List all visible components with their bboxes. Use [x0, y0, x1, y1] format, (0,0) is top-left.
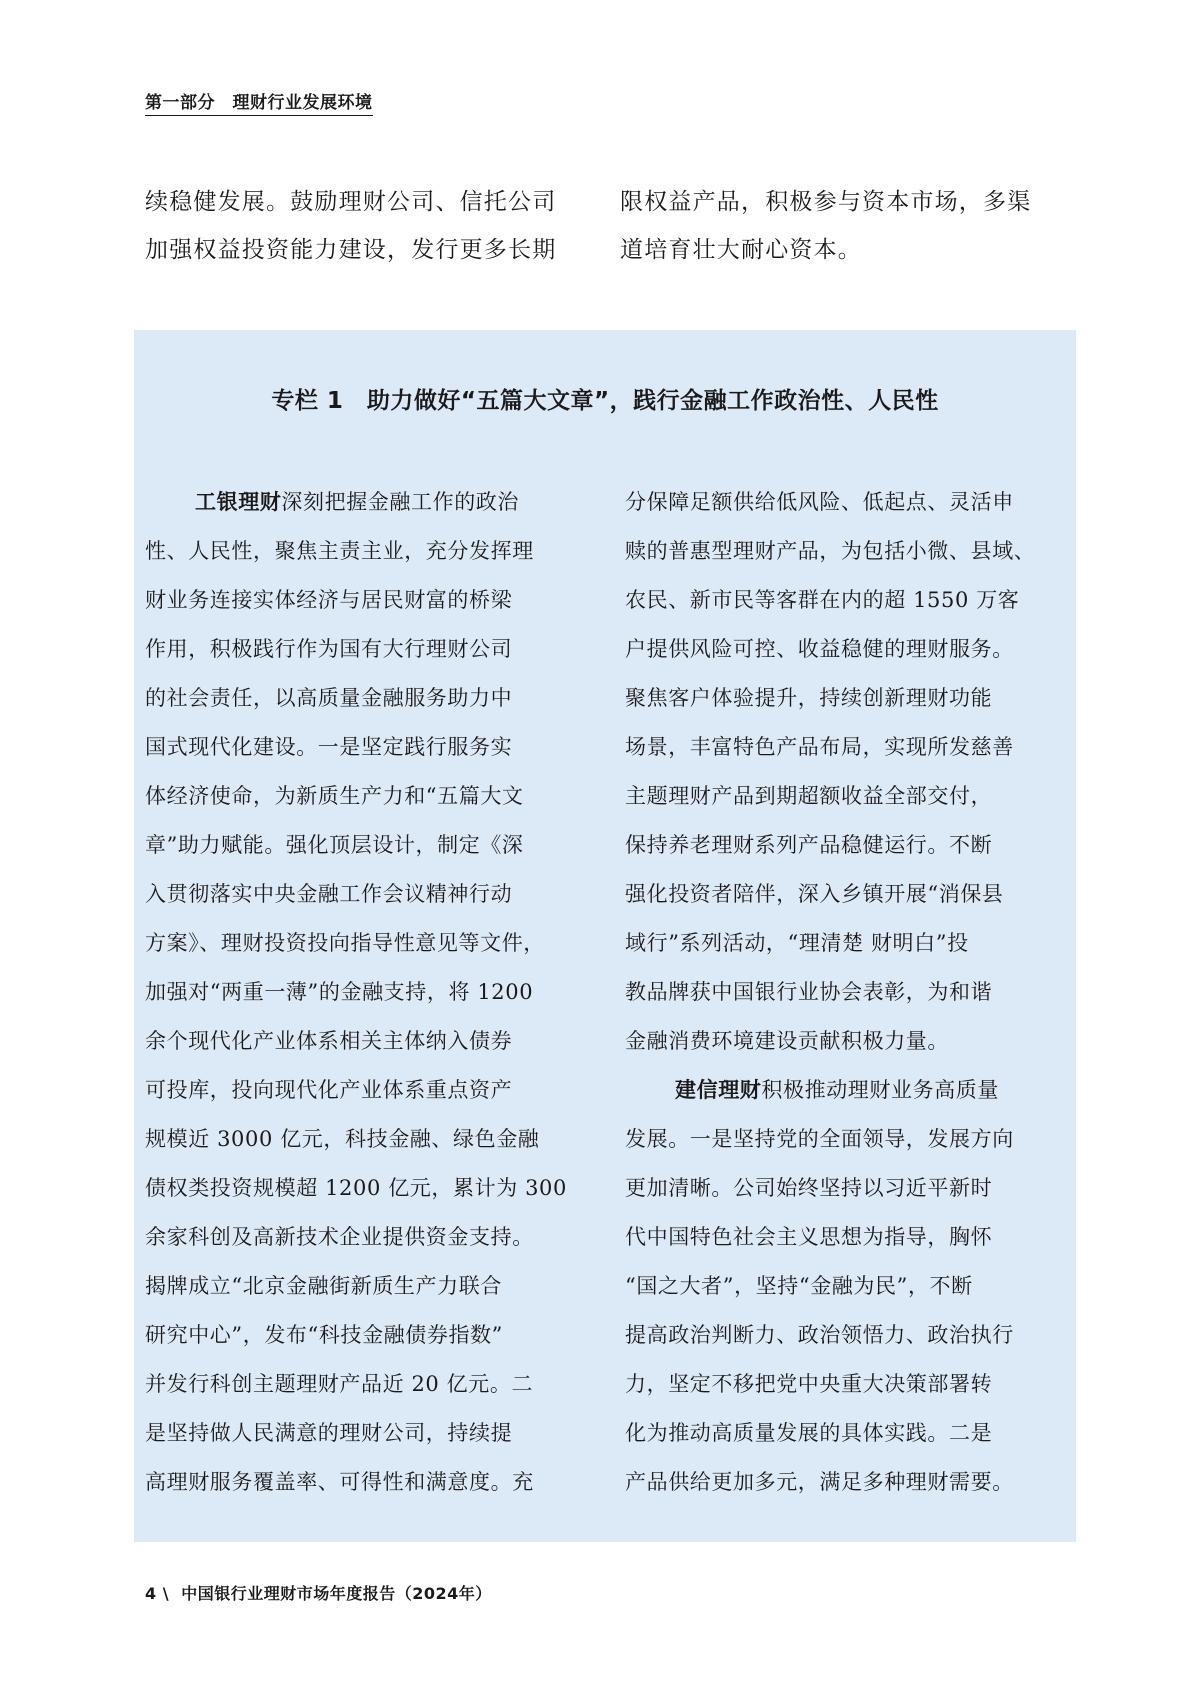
text-line: 作用，积极践行作为国有大行理财公司	[145, 637, 513, 661]
bank-name-gongyin: 工银理财	[195, 490, 282, 514]
intro-left-line: 加强权益投资能力建设，发行更多长期	[145, 237, 557, 263]
text-line: 性、人民性，聚焦主责主业，充分发挥理	[145, 539, 534, 563]
text-line: 赎的普惠型理财产品，为包括小微、县域、	[625, 539, 1036, 563]
text-line: 分保障足额供给低风险、低起点、灵活申	[625, 490, 1014, 514]
text-line: 是坚持做人民满意的理财公司，持续提	[145, 1421, 513, 1445]
text-line: 化为推动高质量发展的具体实践。二是	[625, 1421, 993, 1445]
text-line: 的社会责任，以高质量金融服务助力中	[145, 686, 513, 710]
text-line: 研究中心”，发布“科技金融债券指数”	[145, 1323, 504, 1347]
text-line: 可投库，投向现代化产业体系重点资产	[145, 1078, 513, 1102]
intro-right-line: 道培育壮大耐心资本。	[620, 237, 862, 263]
text-line: 发展。一是坚持党的全面领导，发展方向	[625, 1127, 1014, 1151]
paragraph-first-line	[145, 478, 575, 527]
text-line: 并发行科创主题理财产品近 20 亿元。二	[145, 1372, 534, 1396]
text-line: 教品牌获中国银行业协会表彰，为和谐	[625, 980, 993, 1004]
page-footer: 4 \ 中国银行业理财市场年度报告（2024年）	[145, 1584, 492, 1603]
text-line: 代中国特色社会主义思想为指导，胸怀	[625, 1225, 993, 1249]
text-line: 提高政治判断力、政治领悟力、政治执行	[625, 1323, 1014, 1347]
text-line: 农民、新市民等客群在内的超 1550 万客	[625, 588, 1020, 612]
text-line: 金融消费环境建设贡献积极力量。	[625, 1029, 949, 1053]
text-line: 域行”系列活动，“理清楚 财明白”投	[625, 931, 969, 955]
text-line: 主题理财产品到期超额收益全部交付，	[625, 784, 993, 808]
text-line: 强化投资者陪伴，深入乡镇开展“消保县	[625, 882, 1004, 906]
intro-right-line: 限权益产品，积极参与资本市场，多渠	[620, 189, 1032, 215]
text-line: 余个现代化产业体系相关主体纳入债券	[145, 1029, 513, 1053]
text-line: 方案》、理财投资投向指导性意见等文件，	[145, 931, 545, 955]
text-line: 财业务连接实体经济与居民财富的桥梁	[145, 588, 513, 612]
intro-left-line: 续稳健发展。鼓励理财公司、信托公司	[145, 189, 557, 215]
text-line: 规模近 3000 亿元，科技金融、绿色金融	[145, 1127, 540, 1151]
text-line: “国之大者”，坚持“金融为民”，不断	[625, 1274, 973, 1298]
text-line: 揭牌成立“北京金融街新质生产力联合	[145, 1274, 502, 1298]
text-line: 债权类投资规模超 1200 亿元，累计为 300	[145, 1176, 567, 1200]
text-line: 产品供给更加多元，满足多种理财需要。	[625, 1470, 1014, 1494]
text-line: 场景，丰富特色产品布局，实现所发慈善	[625, 735, 1014, 759]
text-line: 国式现代化建设。一是坚定践行服务实	[145, 735, 513, 759]
text-line: 加强对“两重一薄”的金融支持，将 1200	[145, 980, 534, 1004]
intro-left-column	[145, 178, 590, 274]
text-line: 更加清晰。公司始终坚持以习近平新时	[625, 1176, 993, 1200]
text-line: 户提供风险可控、收益稳健的理财服务。	[625, 637, 1014, 661]
box-right-column	[625, 478, 1075, 1507]
box-left-column	[145, 478, 575, 1507]
bank-name-jianxin: 建信理财	[675, 1078, 762, 1102]
box-title: 专栏 1 助力做好“五篇大文章”，践行金融工作政治性、人民性	[271, 388, 939, 414]
text-line: 高理财服务覆盖率、可得性和满意度。充	[145, 1470, 534, 1494]
line-text: 积极推动理财业务高质量	[761, 1078, 1000, 1102]
line-text: 深刻把握金融工作的政治	[281, 490, 520, 514]
box-columns	[145, 478, 1075, 1507]
running-head: 第一部分 理财行业发展环境	[145, 88, 373, 116]
text-line: 余家科创及高新技术企业提供资金支持。	[145, 1225, 534, 1249]
text-line: 章”助力赋能。强化顶层设计，制定《深	[145, 833, 524, 857]
text-line: 力，坚定不移把党中央重大决策部署转	[625, 1372, 993, 1396]
text-line: 聚焦客户体验提升，持续创新理财功能	[625, 686, 993, 710]
text-line: 入贯彻落实中央金融工作会议精神行动	[145, 882, 513, 906]
paragraph-first-line	[625, 1066, 1075, 1115]
text-line: 体经济使命，为新质生产力和“五篇大文	[145, 784, 524, 808]
text-line: 保持养老理财系列产品稳健运行。不断	[625, 833, 993, 857]
intro-right-column	[620, 178, 1065, 274]
special-column-box	[134, 330, 1076, 1542]
intro-paragraph	[145, 178, 1065, 274]
